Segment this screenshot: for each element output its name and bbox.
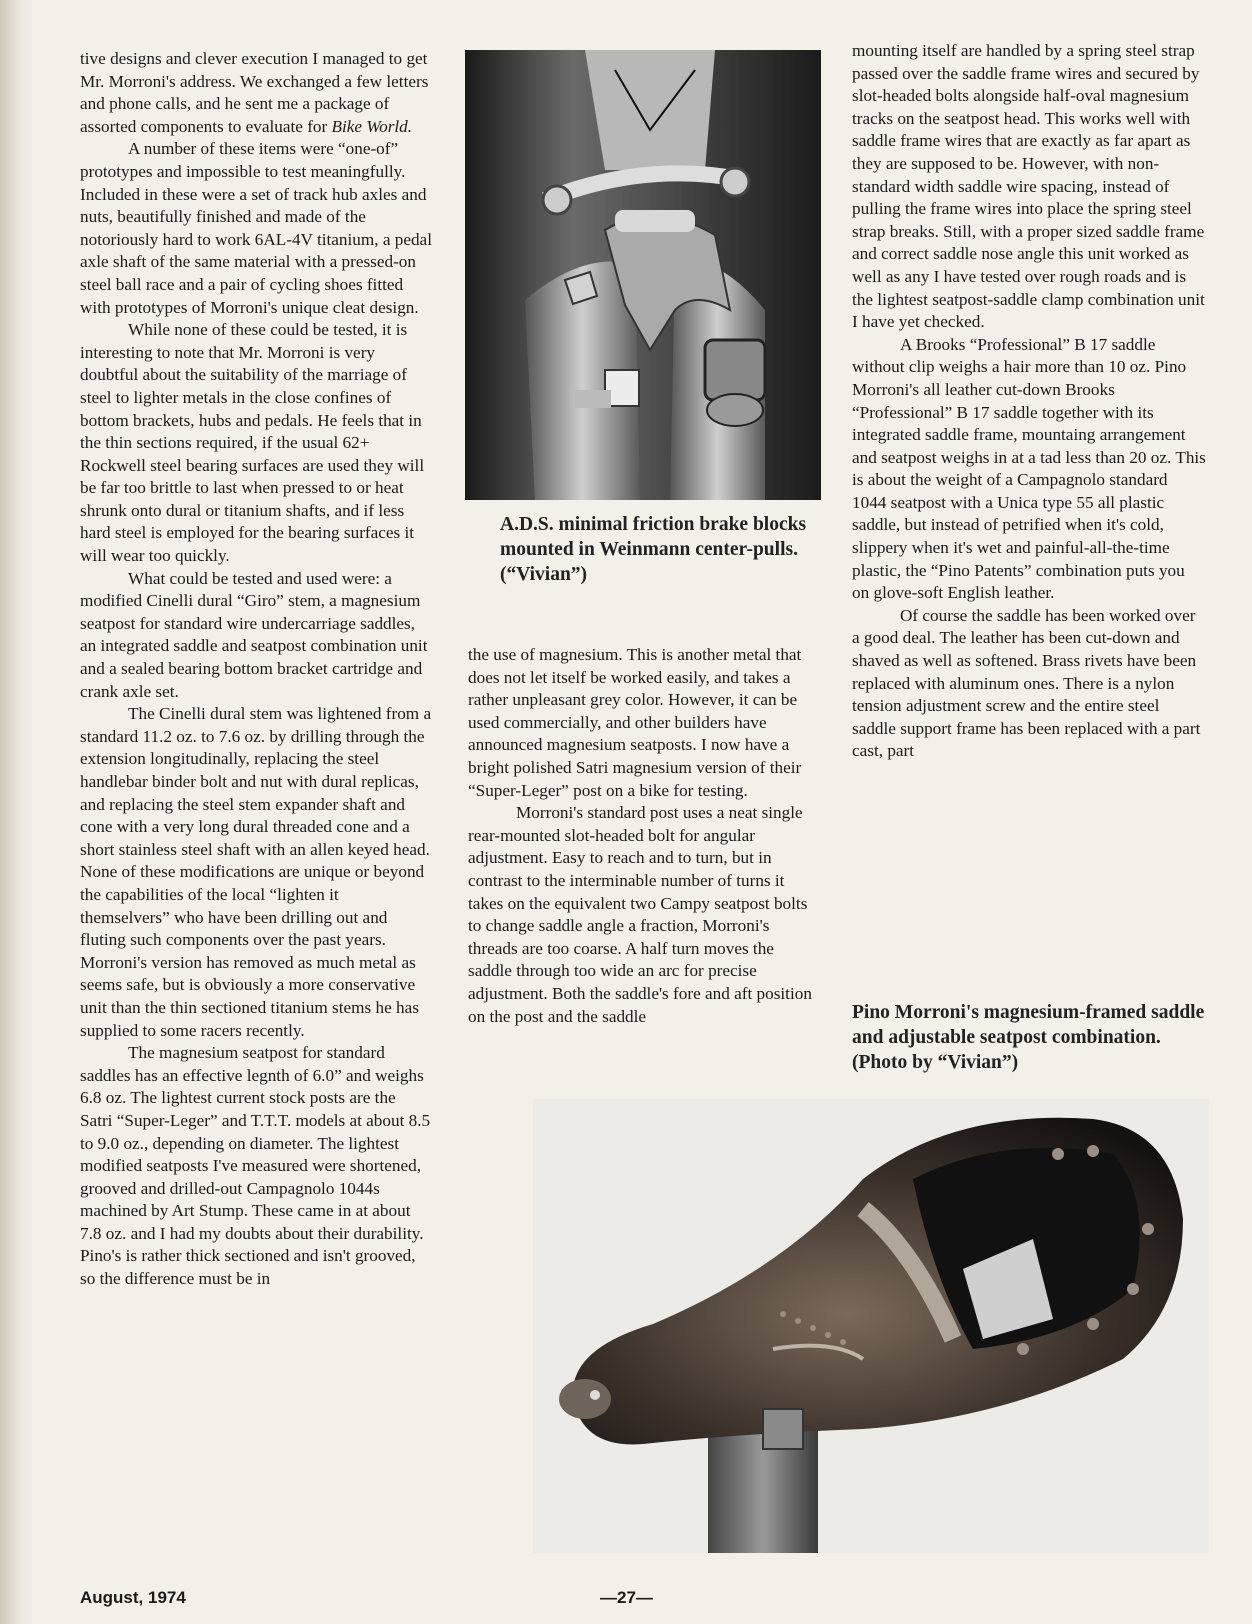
- paragraph: The Cinelli dural stem was lightened from a standard 11.2 oz. to 7.6 oz. by drilling through the extension longitudinally, replacing the steel handlebar binder bolt and nut with dural replicas, and replacing the steel stem expander shaft and cone with a very long dural threaded cone and a short stainless steel shaft with an allen keyed head. None of these modifications are unique or beyond the capabilities of the local “lighten it themselvers” who have been drilling out and fluting such components over the past years. Morroni's version has removed as much metal as seems safe, but is obviously a more conservative unit than the thin sectioned titanium stems he has supplied to some racers recently.: [80, 704, 432, 1040]
- saddle-photo-caption: Pino Morroni's magnesium-framed saddle and adjustable seatpost combination. (Photo by “Vivian”): [852, 1002, 1205, 1073]
- paragraph: Of course the saddle has been worked over a good deal. The leather has been cut-down and shaved as well as softened. Brass rivets have been replaced with aluminum ones. There is a nylon tension adjustment screw and the entire steel saddle support frame has been replaced with a part cast, part: [852, 605, 1201, 761]
- paragraph: A Brooks “Professional” B 17 saddle without clip weighs a hair more than 10 oz. Pino Morroni's all leather cut-down Brooks “Professional” B 17 saddle together with its integrated saddle frame, mountaing arrangement and seatpost weighs in at a tad less than 20 oz. This is about the weight of a Campagnolo standard 1044 seatpost with a Unica type 55 all plastic saddle, but instead of petrified when it's cold, slippery when it's wet and painful-all-the-time plastic, the “Pino Patents” combination puts you on glove-soft English leather.: [852, 334, 1206, 603]
- brake-photo-caption: A.D.S. minimal friction brake blocks mounted in Weinmann center-pulls. (“Vivian”): [500, 514, 807, 585]
- brake-illustration: [465, 50, 821, 500]
- text-column-2: [468, 644, 820, 1028]
- text-column-3: [852, 40, 1206, 763]
- saddle-illustration: [533, 1099, 1209, 1553]
- paragraph: Morroni's standard post uses a neat single rear-mounted slot-headed bolt for angular adjustment. Easy to reach and to turn, but in contrast to the interminable number of turns it takes on the equivalent two Campy seatpost bolts to change saddle angle a fraction, Morroni's threads are too coarse. A half turn moves the saddle through too wide an arc for precise adjustment. Both the saddle's fore and aft position on the post and the saddle: [468, 803, 812, 1026]
- paragraph: What could be tested and used were: a modified Cinelli dural “Giro” stem, a magnesium seatpost for standard wire undercarriage saddles, an integrated saddle and seatpost combination unit and a sealed bearing bottom bracket cartridge and crank axle set.: [80, 568, 428, 701]
- paragraph: mounting itself are handled by a spring steel strap passed over the saddle frame wires and secured by slot-headed bolts alongside half-oval magnesium tracks on the seatpost head. This works well with saddle frame wires that are exactly as far apart as they are supposed to be. However, with non-standard width saddle wire spacing, instead of pulling the frame wires into place the spring steel strap breaks. Still, with a proper sized saddle frame and correct saddle nose angle this unit worked as well as any I have tested over rough roads and is the lightest seatpost-saddle clamp combination unit I have yet checked.: [852, 41, 1205, 332]
- brake-photo: [465, 50, 821, 500]
- paragraph-text: tive designs and clever execution I managed to get Mr. Morroni's address. We exchanged a few letters and phone calls, and he sent me a package of assorted components to evaluate for: [80, 49, 429, 136]
- paragraph: [80, 48, 432, 138]
- saddle-photo: [533, 1099, 1209, 1553]
- page-spine-shadow: [0, 0, 34, 1624]
- paragraph: While none of these could be tested, it is interesting to note that Mr. Morroni is very doubtful about the suitability of the marriage of steel to lighter metals in the close confines of bottom brackets, hubs and pedals. He feels that in the thin sections required, if the usual 62+ Rockwell steel bearing surfaces are used they will be far too brittle to last when pressed to or heat shrunk onto dural or titanium shafts, and if less hard steel is employed for the bearing surfaces it will wear too quickly.: [80, 320, 425, 566]
- paragraph: the use of magnesium. This is another metal that does not let itself be worked easily, and takes a rather unpleasant grey color. However, it can be used commercially, and other builders have announced magnesium seatposts. I now have a bright polished Satri magnesium version of their “Super-Leger” post on a bike for testing.: [468, 645, 802, 800]
- magazine-name: Bike World.: [331, 116, 413, 136]
- paragraph: A number of these items were “one-of” prototypes and impossible to test meaningfully. Included in these were a set of track hub axles and nuts, beautifully finished and made of the notoriously hard to work 6AL-4V titanium, a pedal axle shaft of the same material with a pressed-on steel ball race and a pair of cycling shoes fitted with prototypes of Morroni's unique cleat design.: [80, 139, 432, 317]
- page-number: —27—: [600, 1588, 653, 1607]
- text-column-1: [80, 48, 432, 1291]
- paragraph: The magnesium seatpost for standard saddles has an effective legnth of 6.0” and weighs 6.8 oz. The lightest current stock posts are the Satri “Super-Leger” and T.T.T. models at about 8.5 to 9.0 oz., depending on diameter. The lightest modified seatposts I've measured were shortened, grooved and drilled-out Campagnolo 1044s machined by Art Stump. These came in at about 7.8 oz. and I had my doubts about their durability. Pino's is rather thick sectioned and isn't grooved, so the difference must be in: [80, 1043, 431, 1289]
- footer-date: August, 1974: [80, 1588, 186, 1607]
